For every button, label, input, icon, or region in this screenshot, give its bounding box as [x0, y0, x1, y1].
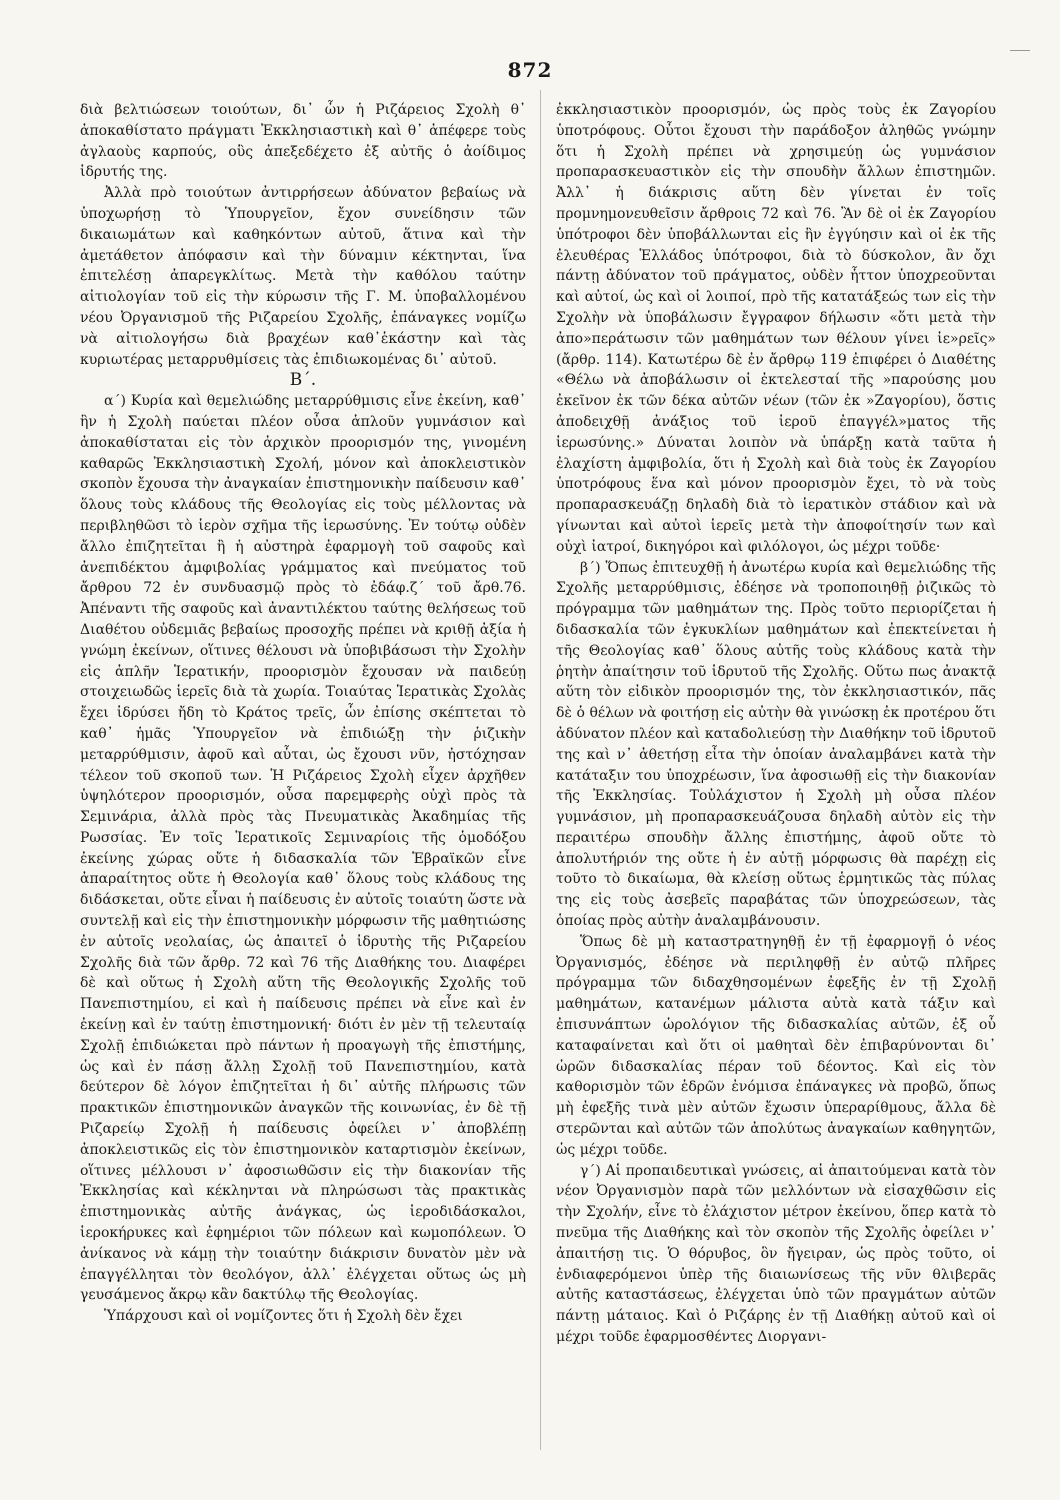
page-number: 872	[507, 58, 553, 82]
section-heading: Β΄.	[289, 370, 317, 391]
top-rule	[1010, 50, 1030, 51]
right-column	[556, 100, 996, 1348]
paragraph: Ὑπάρχουσι καὶ οἱ νομίζοντες ὅτι ἡ Σχολὴ δὲν ἔχει	[104, 1308, 463, 1325]
paragraph: Ἀλλὰ πρὸ τοιούτων ἀντιρρήσεων ἀδύνατον βεβαίως νὰ ὑποχωρήσῃ τὸ Ὑπουργεῖον, ἔχον συνείδησιν τῶν δικαιωμάτων καὶ καθηκόντων αὐτοῦ, ἅτινα καὶ τὴν ἀμετάθετον ἀπόφασιν καὶ τὴν δύναμιν κέκτηνται, ἵνα ἐπιτελέσῃ ἀπαρεγκλίτως. Μετὰ τὴν καθόλου ταύτην αἰτιολογίαν τοῦ εἰς τὴν κύρωσιν τῆς Γ. Μ. ὑποβαλλομένου νέου Ὀργανισμοῦ τῆς Ριζαρείου Σχολῆς, ἐπάναγκες νομίζω νὰ αἰτιολογήσω διὰ βραχέων καθ᾽ἑκάστην καὶ τὰς κυριωτέρας μεταρρυθμίσεις τὰς ἐπιδιωκομένας δι᾽ αὐτοῦ.	[80, 185, 526, 368]
paragraph: β΄) Ὅπως ἐπιτευχθῇ ἡ ἀνωτέρω κυρία καὶ θεμελιώδης τῆς Σχολῆς μεταρρύθμισις, ἐδέησε νὰ τροποποιηθῇ ῥιζικῶς τὸ πρόγραμμα τῶν μαθημάτων της. Πρὸς τοῦτο περιορίζεται ἡ διδασκαλία τῶν ἐγκυκλίων μαθημάτων καὶ ἐπεκτείνεται ἡ τῆς Θεολογίας καθ᾽ ὅλους αὐτῆς τοὺς κλάδους κατὰ τὴν ῥητὴν ἀπαίτησιν τοῦ ἱδρυτοῦ τῆς Σχολῆς. Οὕτω πως ἀνακτᾷ αὕτη τὸν εἰδικὸν προορισμόν της, τὸν ἐκκλησιαστικόν, πᾶς δὲ ὁ θέλων νὰ φοιτήσῃ εἰς αὐτὴν θὰ γινώσκῃ ἐκ προτέρου ὅτι ἀδύνατον πλέον καὶ καταδολιεύσῃ τὴν Διαθήκην τοῦ ἱδρυτοῦ της καὶ ν᾽ ἀθετήσῃ εἶτα τὴν ὁποίαν ἀναλαμβάνει κατὰ τὴν κατάταξιν του ὑποχρέωσιν, ἵνα ἀφοσιωθῇ εἰς τὴν διακονίαν τῆς Ἐκκλησίας. Τοὐλάχιστον ἡ Σχολὴ μὴ οὖσα πλέον γυμνάσιον, μὴ προπαρασκευάζουσα δηλαδὴ αὐτὸν εἰς τὴν περαιτέρω σπουδὴν ἄλλης ἐπιστήμης, ἀφοῦ οὔτε τὸ ἀπολυτήριόν της οὔτε ἡ ἐν αὐτῇ μόρφωσις θὰ παρέχῃ εἰς τοῦτο τὸ δικαίωμα, θὰ κλείσῃ οὕτως ἑρμητικῶς τὰς πύλας της εἰς τοὺς ἀσεβεῖς παραβάτας τῶν ὑποχρεώσεων, τὰς ὁποίας πρὸς αὐτὴν ἀναλαμβάνουσιν.	[556, 559, 996, 930]
left-column	[80, 100, 526, 1327]
paragraph: ἐκκλησιαστικὸν προορισμόν, ὡς πρὸς τοὺς ἐκ Ζαγορίου ὑποτρόφους. Οὗτοι ἔχουσι τὴν παράδοξον ἀληθῶς γνώμην ὅτι ἡ Σχολὴ πρέπει νὰ χρησιμεύῃ ὡς γυμνάσιον προπαρασκευαστικὸν εἰς τὴν σπουδὴν ἄλλων ἐπιστημῶν. Ἀλλ᾽ ἡ διάκρισις αὕτη δὲν γίνεται ἐν τοῖς προμνημονευθεῖσιν ἄρθροις 72 καὶ 76. Ἂν δὲ οἱ ἐκ Ζαγορίου ὑπότροφοι δὲν ὑποβάλλωνται εἰς ἣν ἐγγύησιν καὶ οἱ ἐκ τῆς ἐλευθέρας Ἑλλάδος ὑπότροφοι, διὰ τὸ δύσκολον, ἂν ὄχι πάντῃ ἀδύνατον τοῦ πράγματος, οὐδὲν ἧττον ὑποχρεοῦνται καὶ αὐτοί, ὡς καὶ οἱ λοιποί, πρὸ τῆς κατατάξεώς των εἰς τὴν Σχολὴν νὰ ὑποβάλωσιν ἔγγραφον δήλωσιν «ὅτι μετὰ τὴν ἀπο»περάτωσιν τῶν μαθημάτων των θέλουν γίνει ἱε»ρεῖς» (ἄρθρ. 114). Κατωτέρω δὲ ἐν ἄρθρῳ 119 ἐπιφέρει ὁ Διαθέτης «Θέλω νὰ ἀποβάλωσιν οἱ ἐκτελεσταί τῆς »παρούσης μου ἐκεῖνον ἐκ τῶν δέκα αὐτῶν νέων (τῶν ἐκ »Ζαγορίου), ὅστις ἀποδειχθῇ ἀνάξιος τοῦ ἱεροῦ ἐπαγγέλ»ματος τῆς ἱερωσύνης.» Δύναται λοιπὸν νὰ ὑπάρξῃ κατὰ ταῦτα ἡ ἐλαχίστη ἀμφιβολία, ὅτι ἡ Σχολὴ καὶ διὰ τοὺς ἐκ Ζαγορίου ὑποτρόφους ἕνα καὶ μόνον προορισμὸν ἔχει, τὸ νὰ τοὺς προπαρασκευάζῃ δηλαδὴ διὰ τὸ ἱερατικὸν στάδιον καὶ νὰ γίνωνται καὶ αὐτοὶ ἱερεῖς μετὰ τὴν ἀποφοίτησίν των καὶ οὐχὶ ἰατροί, δικηγόροι καὶ φιλόλογοι, ὡς μέχρι τοῦδε·	[556, 102, 996, 555]
paragraph: διὰ βελτιώσεων τοιούτων, δι᾽ ὧν ἡ Ριζάρειος Σχολὴ θ᾽ ἀποκαθίστατο πράγματι Ἐκκλησιαστικὴ καὶ θ᾽ ἀπέφερε τοὺς ἀγλαοὺς καρπούς, οὓς ἀπεξεδέχετο ἐξ αὐτῆς ὁ ἀοίδιμος ἱδρυτής της.	[80, 102, 526, 181]
paragraph: Ὅπως δὲ μὴ καταστρατηγηθῇ ἐν τῇ ἐφαρμογῇ ὁ νέος Ὀργανισμός, ἐδέησε νὰ περιληφθῇ ἐν αὐτῷ πλῆρες πρόγραμμα τῶν διδαχθησομένων ἐφεξῆς ἐν τῇ Σχολῇ μαθημάτων, κατανέμων μάλιστα αὐτὰ κατὰ τάξιν καὶ ἐπισυνάπτων ὡρολόγιον τῆς διδασκαλίας αὐτῶν, ἐξ οὗ καταφαίνεται καὶ ὅτι οἱ μαθηταὶ δὲν ἐπιβαρύνονται δι᾽ ὡρῶν διδασκαλίας πέραν τοῦ δέοντος. Καὶ εἰς τὸν καθορισμὸν τῶν ἑδρῶν ἐνόμισα ἐπάναγκες νὰ προβῶ, ὅπως μὴ ἐφεξῆς τινὰ μὲν αὐτῶν ἔχωσιν ὑπεραρίθμους, ἄλλα δὲ στερῶνται καὶ αὐτῶν τῶν ἀπολύτως ἀναγκαίων καθηγητῶν, ὡς μέχρι τοῦδε.	[556, 933, 996, 1158]
paragraph: α΄) Κυρία καὶ θεμελιώδης μεταρρύθμισις εἶνε ἐκείνη, καθ᾽ ἣν ἡ Σχολὴ παύεται πλέον οὖσα ἁπλοῦν γυμνάσιον καὶ ἀποκαθίσταται εἰς τὸν ἀρχικὸν προορισμόν της, γινομένη καθαρῶς Ἐκκλησιαστικὴ Σχολή, μόνον καὶ ἀποκλειστικὸν σκοπὸν ἔχουσα τὴν ἀναγκαίαν ἐπιστημονικὴν παίδευσιν καθ᾽ ὅλους τοὺς κλάδους τῆς Θεολογίας εἰς τοὺς μέλλοντας νὰ περιβληθῶσι τὸ ἱερὸν σχῆμα τῆς ἱερωσύνης. Ἐν τούτῳ οὐδὲν ἄλλο ἐπιζητεῖται ἢ ἡ αὐστηρὰ ἐφαρμογὴ τοῦ σαφοῦς καὶ ἀνεπιδέκτου ἀμφιβολίας γράμματος καὶ πνεύματος τοῦ ἄρθρου 72 ἐν συνδυασμῷ πρὸς τὸ ἐδάφ.ζ΄ τοῦ ἄρθ.76. Ἀπέναντι τῆς σαφοῦς καὶ ἀναντιλέκτου ταύτης θελήσεως τοῦ Διαθέτου οὐδεμιᾶς βεβαίως προσοχῆς πρέπει νὰ κριθῇ ἀξία ἡ γνώμη ἐκείνων, οἵτινες θέλουσι νὰ ὑποβιβάσωσι τὴν Σχολὴν εἰς ἁπλῆν Ἱερατικήν, προορισμὸν ἔχουσαν νὰ παιδεύῃ στοιχειωδῶς ἱερεῖς διὰ τὰ χωρία. Τοιαύτας Ἱερατικὰς Σχολὰς ἔχει ἱδρύσει ἤδη τὸ Κράτος τρεῖς, ὧν ἐπίσης σκέπτεται τὸ καθ᾽ ἡμᾶς Ὑπουργεῖον νὰ ἐπιδιώξῃ τὴν ῥιζικὴν μεταρρύθμισιν, ἀφοῦ καὶ αὗται, ὡς ἔχουσι νῦν, ἠστόχησαν τέλεον τοῦ σκοποῦ των. Ἡ Ριζάρειος Σχολὴ εἶχεν ἀρχῆθεν ὑψηλότερον προορισμόν, οὖσα παρεμφερὴς οὐχὶ πρὸς τὰ Σεμινάρια, ἀλλὰ πρὸς τὰς Πνευματικὰς Ἀκαδημίας τῆς Ρωσσίας. Ἐν τοῖς Ἱερατικοῖς Σεμιναρίοις τῆς ὁμοδόξου ἐκείνης χώρας οὔτε ἡ διδασκαλία τῶν Ἑβραϊκῶν εἶνε ἀπαραίτητος οὔτε ἡ Θεολογία καθ᾽ ὅλους τοὺς κλάδους της διδάσκεται, οὔτε εἶναι ἡ παίδευσις ἐν αὐτοῖς τοιαύτη ὥστε νὰ συντελῇ καὶ εἰς τὴν ἐπιστημονικὴν μόρφωσιν τῆς μαθητιώσης ἐν αὐτοῖς νεολαίας, ὡς ἀπαιτεῖ ὁ ἱδρυτὴς τῆς Ριζαρείου Σχολῆς διὰ τῶν ἄρθρ. 72 καὶ 76 τῆς Διαθήκης του. Διαφέρει δὲ καὶ οὕτως ἡ Σχολὴ αὕτη τῆς Θεολογικῆς Σχολῆς τοῦ Πανεπιστημίου, εἰ καὶ ἡ παίδευσις πρέπει νὰ εἶνε καὶ ἐν ἐκείνῃ καὶ ἐν ταύτῃ ἐπιστημονική· διότι ἐν μὲν τῇ τελευταίᾳ Σχολῇ ἐπιδιώκεται πρὸ πάντων ἡ προαγωγὴ τῆς ἐπιστήμης, ὡς καὶ ἐν πάσῃ ἄλλῃ Σχολῇ τοῦ Πανεπιστημίου, κατὰ δεύτερον δὲ λόγον ἐπιζητεῖται ἡ δι᾽ αὐτῆς πλήρωσις τῶν πρακτικῶν ἐπιστημονικῶν ἀναγκῶν τῆς κοινωνίας, ἐν δὲ τῇ Ριζαρείῳ Σχολῇ ἡ παίδευσις ὀφείλει ν᾽ ἀποβλέπῃ ἀποκλειστικῶς εἰς τὸν ἐπιστημονικὸν καταρτισμὸν ἐκείνων, οἵτινες μέλλουσι ν᾽ ἀφοσιωθῶσιν εἰς τὴν διακονίαν τῆς Ἐκκλησίας καὶ κέκληνται νὰ πληρώσωσι τὰς πρακτικὰς ἐπιστημονικὰς αὐτῆς ἀνάγκας, ὡς ἱεροδιδάσκαλοι, ἱεροκήρυκες καὶ ἐφημέριοι τῶν πόλεων καὶ κωμοπόλεων. Ὁ ἀνίκανος νὰ κάμῃ τὴν τοιαύτην διάκρισιν δυνατὸν μὲν νὰ ἐπαγγέλληται τὸν θεολόγον, ἀλλ᾽ ἐλέγχεται οὕτως ὡς μὴ γευσάμενος ἄκρῳ κἂν δακτύλῳ τῆς Θεολογίας.	[80, 393, 526, 1304]
column-divider	[540, 90, 541, 1450]
paragraph: γ΄) Αἱ προπαιδευτικαὶ γνώσεις, αἱ ἀπαιτούμεναι κατὰ τὸν νέον Ὀργανισμὸν παρὰ τῶν μελλόντων νὰ εἰσαχθῶσιν εἰς τὴν Σχολήν, εἶνε τὸ ἐλάχιστον μέτρον ἐκείνου, ὅπερ κατὰ τὸ πνεῦμα τῆς Διαθήκης καὶ τὸν σκοπὸν τῆς Σχολῆς ὀφείλει ν᾽ ἀπαιτήσῃ τις. Ὁ θόρυβος, ὃν ἤγειραν, ὡς πρὸς τοῦτο, οἱ ἐνδιαφερόμενοι ὑπὲρ τῆς διαιωνίσεως τῆς νῦν θλιβερᾶς αὐτῆς καταστάσεως, ἐλέγχεται ὑπὸ τῶν πραγμάτων αὐτῶν πάντῃ μάταιος. Καὶ ὁ Ριζάρης ἐν τῇ Διαθήκῃ αὐτοῦ καὶ οἱ μέχρι τοῦδε ἐφαρμοσθέντες Διοργανι-	[556, 1162, 996, 1346]
